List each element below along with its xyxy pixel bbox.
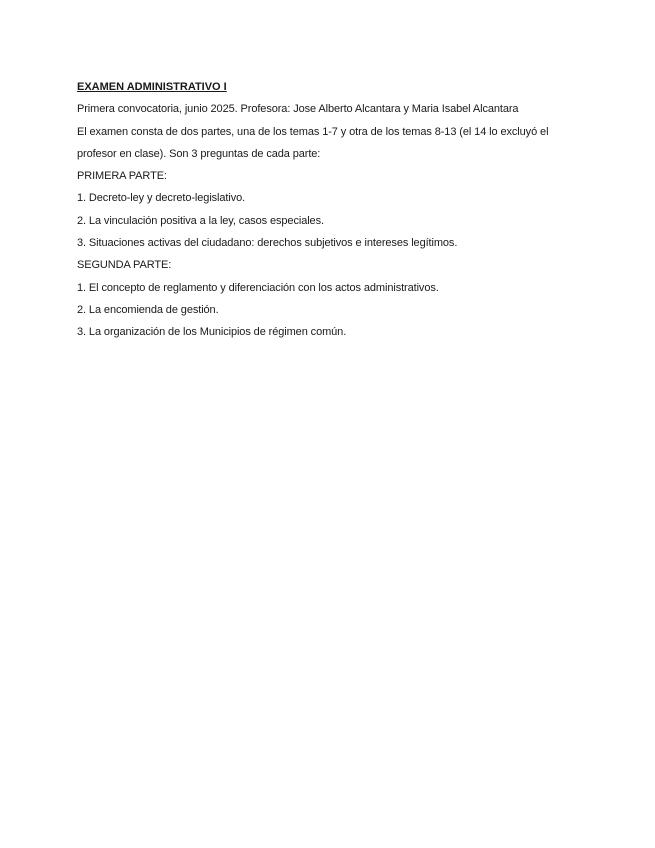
intro-line-3: profesor en clase). Son 3 preguntas de cada parte: — [77, 147, 321, 160]
intro-line-1: Primera convocatoria, junio 2025. Profesora: Jose Alberto Alcantara y Maria Isabel Alcantara — [77, 103, 519, 116]
part1-heading: PRIMERA PARTE: — [77, 170, 167, 183]
part2-question-2: 2. La encomienda de gestión. — [77, 303, 219, 316]
part1-question-2: 2. La vinculación positiva a la ley, casos especiales. — [77, 214, 324, 227]
part1-question-1: 1. Decreto-ley y decreto-legislativo. — [77, 192, 246, 205]
part2-question-1: 1. El concepto de reglamento y diferenciación con los actos administrativos. — [77, 281, 439, 294]
document-title: EXAMEN ADMINISTRATIVO I — [77, 81, 227, 93]
part1-question-3: 3. Situaciones activas del ciudadano: derechos subjetivos e intereses legítimos. — [77, 237, 458, 250]
document-page — [77, 76, 577, 344]
intro-line-2: El examen consta de dos partes, una de los temas 1-7 y otra de los temas 8-13 (el 14 lo excluyó el — [77, 125, 549, 138]
part2-question-3: 3. La organización de los Municipios de régimen común. — [77, 326, 347, 339]
part2-heading: SEGUNDA PARTE: — [77, 259, 172, 272]
